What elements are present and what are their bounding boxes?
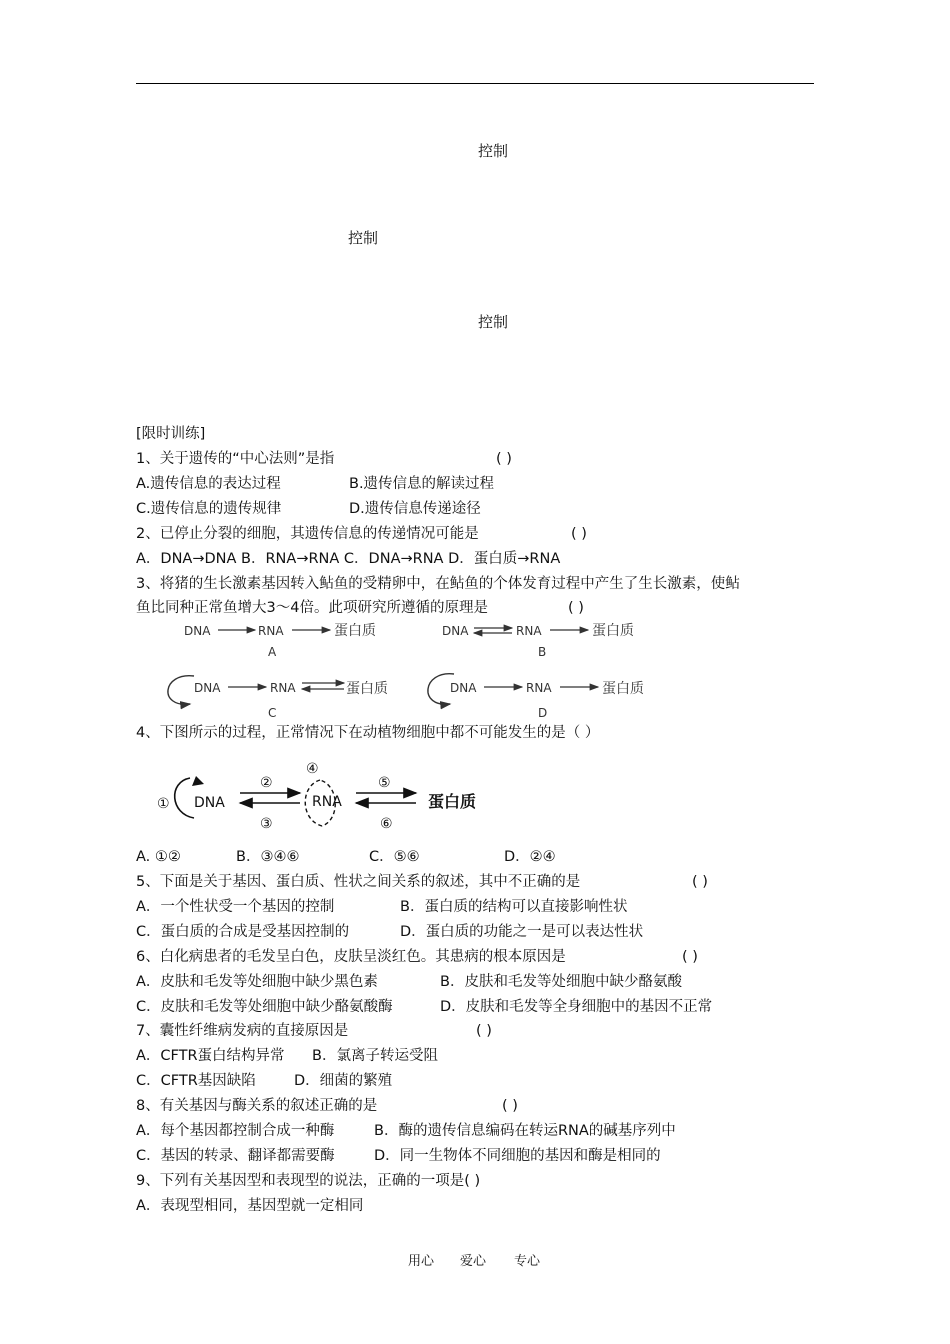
fig3-label-a: A — [268, 645, 277, 659]
fig3-c-dna: DNA — [194, 681, 221, 695]
fig3-a-dna: DNA — [184, 624, 211, 638]
q1-option-d: D.遗传信息传递途径 — [349, 501, 481, 517]
question-5-options-cd — [136, 922, 644, 942]
fig3-label-d: D — [538, 706, 548, 720]
q7-option-d: D．细菌的繁殖 — [294, 1073, 393, 1089]
question-6-paren: ( ) — [682, 949, 698, 965]
q7-option-a: A．CFTR蛋白结构异常 — [136, 1048, 285, 1064]
q7-option-b: B．氯离子转运受阻 — [312, 1048, 438, 1064]
question-7-paren: ( ) — [476, 1023, 492, 1039]
fig3-c-replication-loop — [168, 676, 194, 705]
fig4-step-2: ② — [260, 775, 273, 791]
question-6-options-ab — [136, 972, 682, 992]
question-8-options-cd — [136, 1146, 661, 1166]
fig3-d-rna: RNA — [526, 681, 552, 695]
footer-word-1: 用心 — [408, 1254, 435, 1269]
question-4-options — [136, 847, 556, 867]
question-8 — [136, 1096, 518, 1116]
fig4-replication-loop — [175, 778, 194, 818]
q8-option-a: A．每个基因都控制合成一种酶 — [136, 1123, 335, 1139]
question-5-options-ab — [136, 897, 628, 917]
question-6-stem: 6、白化病患者的毛发呈白色，皮肤呈淡红色。其患病的根本原因是 — [136, 949, 566, 965]
footer-word-2: 爱心 — [460, 1254, 487, 1269]
fig4-step-5: ⑤ — [378, 775, 391, 791]
question-4-stem: 4、下图所示的过程，正常情况下在动植物细胞中都不可能发生的是（ ） — [136, 725, 600, 741]
fig3-label-c: C — [268, 706, 277, 720]
control-label-2: 控制 — [348, 229, 379, 247]
q8-option-b: B．酶的遗传信息编码在转运RNA的碱基序列中 — [374, 1123, 676, 1139]
q5-option-c: C．蛋白质的合成是受基因控制的 — [136, 924, 350, 940]
fig3-b-dna: DNA — [442, 624, 469, 638]
q6-option-c: C．皮肤和毛发等处细胞中缺少酪氨酸酶 — [136, 999, 393, 1015]
q1-option-c: C.遗传信息的遗传规律 — [136, 501, 282, 517]
question-7-options-ab — [136, 1046, 438, 1066]
q8-option-d: D．同一生物体不同细胞的基因和酶是相同的 — [374, 1148, 661, 1164]
q9-option-a: A．表现型相同，基因型就一定相同 — [136, 1198, 364, 1214]
q5-option-a: A．一个性状受一个基因的控制 — [136, 899, 335, 915]
question-7-stem: 7、囊性纤维病发病的直接原因是 — [136, 1023, 349, 1039]
question-8-paren: ( ) — [502, 1098, 518, 1114]
question-2-paren: ( ) — [571, 526, 587, 542]
question-8-stem: 8、有关基因与酶关系的叙述正确的是 — [136, 1098, 378, 1114]
question-3-line-1: 3、将猪的生长激素基因转入鲇鱼的受精卵中，在鲇鱼的个体发育过程中产生了生长激素，使鲇 — [136, 576, 740, 592]
q1-option-a: A.遗传信息的表达过程 — [136, 476, 281, 492]
fig3-d-protein: 蛋白质 — [602, 681, 644, 697]
fig3-a-rna: RNA — [258, 624, 284, 638]
fig3-a-protein: 蛋白质 — [334, 623, 376, 639]
question-1 — [136, 449, 512, 469]
q4-option-a: A. ①② — [136, 849, 181, 865]
q8-option-c: C．基因的转录、翻译都需要酶 — [136, 1148, 335, 1164]
fig4-step-1: ① — [157, 796, 170, 812]
q5-option-b: B．蛋白质的结构可以直接影响性状 — [400, 899, 628, 915]
question-1-options-cd — [136, 499, 481, 519]
control-label-3: 控制 — [478, 313, 509, 331]
q1-option-b: B.遗传信息的解读过程 — [349, 476, 495, 492]
q4-option-c: C．⑤⑥ — [369, 849, 420, 865]
question-6 — [136, 947, 698, 967]
question-7 — [136, 1021, 492, 1041]
fig4-replication-arrowhead — [192, 776, 204, 786]
question-2-options: A．DNA→DNA B．RNA→RNA C．DNA→RNA D．蛋白质→RNA — [136, 551, 561, 567]
question-1-options-ab — [136, 474, 495, 494]
question-6-options-cd — [136, 997, 713, 1017]
footer-word-3: 专心 — [514, 1254, 541, 1269]
q4-option-b: B．③④⑥ — [236, 849, 300, 865]
question-1-paren: ( ) — [496, 451, 512, 467]
fig3-c-rna: RNA — [270, 681, 296, 695]
central-dogma-process-figure — [150, 756, 500, 836]
fig3-label-b: B — [538, 645, 547, 659]
q4-option-d: D．②④ — [504, 849, 556, 865]
header-rule — [136, 83, 814, 84]
question-1-stem: 1、关于遗传的“中心法则”是指 — [136, 451, 335, 467]
q5-option-d: D．蛋白质的功能之一是可以表达性状 — [400, 924, 644, 940]
fig3-d-dna: DNA — [450, 681, 477, 695]
section-title: [限时训练] — [136, 426, 206, 442]
question-2-stem: 2、已停止分裂的细胞，其遗传信息的传递情况可能是 — [136, 526, 479, 542]
fig4-rna: RNA — [312, 794, 342, 810]
fig4-step-6: ⑥ — [380, 816, 393, 832]
question-3-stem: 鱼比同种正常鱼增大3～4倍。此项研究所遵循的原理是 — [136, 600, 488, 616]
q6-option-b: B．皮肤和毛发等处细胞中缺少酪氨酸 — [440, 974, 682, 990]
fig3-b-protein: 蛋白质 — [592, 623, 634, 639]
question-3-paren: ( ) — [568, 600, 584, 616]
fig4-dna: DNA — [194, 795, 225, 811]
central-dogma-options-figure — [160, 616, 680, 726]
fig4-step-4: ④ — [306, 761, 319, 777]
fig3-b-rna: RNA — [516, 624, 542, 638]
question-3-line-2 — [136, 598, 584, 618]
question-2 — [136, 524, 587, 544]
question-5-stem: 5、下面是关于基因、蛋白质、性状之间关系的叙述，其中不正确的是 — [136, 874, 581, 890]
fig4-step-3: ③ — [260, 816, 273, 832]
q7-option-c: C．CFTR基因缺陷 — [136, 1073, 256, 1089]
question-5 — [136, 872, 708, 892]
question-8-options-ab — [136, 1121, 676, 1141]
question-5-paren: ( ) — [692, 874, 708, 890]
control-label-1: 控制 — [478, 142, 509, 160]
question-7-options-cd — [136, 1071, 393, 1091]
q6-option-d: D．皮肤和毛发等全身细胞中的基因不正常 — [440, 999, 713, 1015]
fig3-c-protein: 蛋白质 — [346, 681, 388, 697]
fig4-protein: 蛋白质 — [428, 792, 477, 811]
question-9-stem: 9、下列有关基因型和表现型的说法，正确的一项是( ) — [136, 1173, 481, 1189]
q6-option-a: A．皮肤和毛发等处细胞中缺少黑色素 — [136, 974, 378, 990]
